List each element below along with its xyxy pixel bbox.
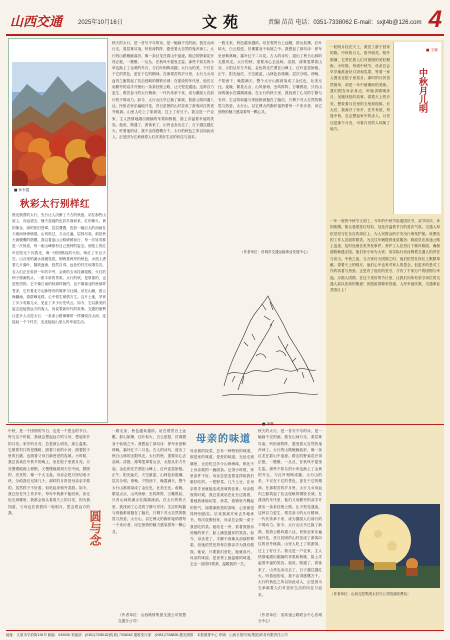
article6-title: 母亲的味道 xyxy=(196,434,251,445)
article6-continued: 秋天的太行，是一首写不尽的诗，是一幅画不完的画。我在山间行走，看层林尽染，听松涛阵阵，感受着大自然的鬼斧神工。太行的山路蜿蜒曲折，像一条巨龙在群山中盘旋。路边的野菊花开得正艳，一簇簇，一丛丛，在秋风中摇曳生姿。那些不知名的小草也换上了金黄的外衣，与红叶相映成趣。太行山的美，不仅在于它的景色，更在于它的精神。在那艰苦的岁月里，太行儿女用血肉之躯筑起了抗击侵略的钢铁长城；在建设的年代里，他们又用勤劳的双手开凿出一条条挂壁公路，让天堑变通途。这种自力更生、艰苦奋斗的太行精神，一代代传承下来，成为激励人们前行的不竭动力。如今，太行山区早已换了新颜，旅游公路四通八达，民宿农家乐遍地开花，昔日贫困的山村变成了游客向往的世外桃源。山里人吃上了旅游饭，过上了好日子。我走进一户农家，主人热情地端出刚摘的苹果和核桃，脸上洋溢着幸福的笑容。他说，路通了，游客来了，山货也卖出去了，日子越过越红火。听着他的话，我不由得感慨万千。太行的秋色之所以如此动人，正是因为它承载着人们对美好生活的向往与追求。 xyxy=(258,429,322,597)
page-number: 4 xyxy=(428,6,442,33)
article1-byline: ■ 孙东霞 xyxy=(14,188,30,192)
poem-author: ■ 王晓 xyxy=(426,48,438,52)
article5-body: 中秋，是一个团圆的节日，也是一个思念的节日。每当这个时候，我就会想起远方的父母，想起家乡的月亮。家乡的月亮，总是那么明亮，那么温柔。它照着村口的老槐树，照着门前的小河，照着院子里的石磨，也照着父母日渐苍老的容颜。小时候，我总喜欢在中秋节的晚上，坐在院子里看月亮。月亮慢慢地爬上树梢，又慢慢地爬到天空中间，圆圆的、亮亮的，像一个大玉盘。母亲会把月饼切成小块，分给我们兄妹几个。那时的月饼是母亲亲手做的，虽然样子不好看，但吃起来格外香甜。如今，我已经在外工作多年，每年中秋都不能回家。但无论走到哪里，我都会抬头看看天上的月亮，因为我知道，父母也在看着同一轮明月，思念着远方的我。 xyxy=(8,429,90,515)
section-title: 文苑 xyxy=(202,13,245,31)
article4-caption: （作者单位：山西交控集团太旧分公司阳曲收费站） xyxy=(330,592,411,596)
bottom-left-title: 圆与念 xyxy=(88,510,102,546)
issue-date: 2025年10月16日 xyxy=(78,20,123,26)
mountain-sketch-illustration xyxy=(218,286,322,406)
article2-body: 秋天的太行，是一首写不尽的诗，是一幅画不完的画。我在山间行走，看层林尽染，听松涛阵阵，感受着大自然的鬼斧神工。太行的山路蜿蜒曲折，像一条巨龙在群山中盘旋。路边的野菊花开得正艳，一簇簇，一丛丛，在秋风中摇曳生姿。那些不知名的小草也换上了金黄的外衣，与红叶相映成趣。太行山的美，不仅在于它的景色，更在于它的精神。在那艰苦的岁月里，太行儿女用血肉之躯筑起了抗击侵略的钢铁长城；在建设的年代里，他们又用勤劳的双手开凿出一条条挂壁公路，让天堑变通途。这种自力更生、艰苦奋斗的太行精神，一代代传承下来，成为激励人们前行的不竭动力。如今，太行山区早已换了新颜，旅游公路四通八达，民宿农家乐遍地开花，昔日贫困的山村变成了游客向往的世外桃源。山里人吃上了旅游饭，过上了好日子。我走进一户农家，主人热情地端出刚摘的苹果和核桃，脸上洋溢着幸福的笑容。他说，路通了，游客来了，山货也卖出去了，日子越过越红火。听着他的话，我不由得感慨万千。太行的秋色之所以如此动人，正是因为它承载着人们对美好生活的向往与追求。 xyxy=(112,41,214,140)
article4-body: 一年一度的中秋节又到了，今年的中秋节恰逢国庆节，双节同庆，举国欢腾。街头巷尾张灯结彩，处处洋溢着节日的喜庆气氛。交通人却依旧坚守在各自的岗位上，为人民群众的平安出行保驾护航。收费站的工作人员面带微笑，为过往车辆提供优质服务；路政员在高速公路上巡查，及时处理各类突发事件；养护工人在烈日下修补路面，确保道路畅通无阻。他们舍小家为大家，用实际行动诠释着交通人的责任与担当。中秋之夜，当万家灯火团圆之时，他们依然在岗位上默默奉献。望着天上的明月，他们心中也有对家人的思念，但更多的是对工作的执着与热爱。正是有了他们的坚守，才有了千家万户的团圆与幸福。月圆人团圆，在这个美好的节日里，让我们向所有坚守岗位的交通人致以崇高的敬意！祝愿祖国繁荣昌盛，人民幸福安康，交通事业蒸蒸日上！ xyxy=(330,219,440,293)
article3-body: 一路走来，秋色越来越浓。站在观景台上远眺，群山如黛，红叶似火，白云悠悠，仿佛置身于仙境之中。我想起了那句诗：停车坐爱枫林晚，霜叶红于二月花。古人的诗句，道出了秋日山林的无限风光。太行的秋，需要用心去品味。清晨，薄雾笼罩着山谷，太阳从东方升起，金色的光芒洒在山峰上，红叶更显娇艳。正午，阳光灿烂，天空湛蓝，山林色彩斑斓，层次分明。傍晚，夕阳西下，晚霞满天，整个太行山都被染成了金红色，壮美无比。夜晚，繁星点点，山风徐徐，虫鸣阵阵，万籁俱寂，只有山间的溪水在潺潺流淌。在太行的秋天里，我找到了心灵的宁静与安详。生活的喧嚣与烦恼都被抛在了脑后，只剩下对大自然的敬畏与热爱。太行山，以它博大的胸怀接纳着每一个来访者，用它独特的魅力感染着每一颗心灵。 xyxy=(218,41,322,115)
mid-autumn-moon-illustration xyxy=(330,504,440,588)
editor-contact: 责编 苗苗 电话：0351-7338062 E-mail：sxjt4b@126.com xyxy=(268,20,422,26)
article2-caption: （作者单位：晋城市交通运输事业发展中心） xyxy=(240,250,310,254)
poem-title: 中秋月儿明 xyxy=(417,68,427,113)
section-divider xyxy=(6,424,444,425)
poem-body: 一轮明月挂在天上，照亮了游子回家的路。中秋的月儿，格外明亮，格外圆满，它寄托着人们对团圆的美好期盼。小时候，每到中秋节，母亲总会早早地准备好月饼和瓜果，等着一家人围坐在院子里赏月。那时的月饼虽然简单，却是一年中最期盼的美味。我们围在母亲身边，听她讲嫦娥奔月、吴刚伐桂的故事，看着天上的月亮，想象着月宫里的玉兔和桂树。长大后，我离开了家乡，在外奔波，每逢中秋，总会想起家中的亲人。月亮还是那个月亮，可看月亮的人却换了地方。 xyxy=(330,45,390,131)
autumn-mountain-photo xyxy=(12,62,106,186)
article1-title: 秋彩太行别样红 xyxy=(20,199,91,210)
article1-body: 晨光微熹的太行，先行让人沉醉了千古的秋意。站在那些山崖上，向远望去，铺天盖地的色彩扑面而来，红的像火，黄的像金，绿的依旧苍翠，层层叠叠，犹如一幅巨大的油画在天地间徐徐铺展。山风吹过，万山红遍，层林尽染，那是秋天最慷慨的馈赠。我沿着盘山公路缓缓前行，每一次转弯都是一次惊喜，每一座山峰都有自己独特的姿态。崖壁上的红叶在阳光下闪着光，像一团团燃烧的火焰，映红了半边天空。山谷里的溪水清澈见底，倒映着两岸的秋色，水面上漂着几片落叶，随波逐流，悠然自得。远处的村庄炊烟袅袅，农人们正在收获一年的辛劳，金黄的玉米挂满屋檐，火红的柿子缀满枝头，一派丰收的景象。太行的秋，是厚重的，也是热烈的。它不像江南的秋那样婉约，也不像塞北的秋那样苍凉，它有着北方山脉特有的雄浑与壮阔。站在山巅，看云海翻涌，看群峰连绵，心中顿生豪情万丈。这片土地，孕育了多少英雄儿女，见证了多少历史风云。如今，它以最美的姿态迎接着远方的客人，诉说着新时代的故事。交通的便利让更多人走进太行，一条条公路像飘带一样缠绕在山间，连接起一个个村庄，也连接起山里人的幸福生活。 xyxy=(12,213,106,325)
article6-body: 母亲做的饭菜，总有一种特别的味道，那是家的味道，是爱的味道。无论走到哪里，无论吃过多少山珍海味，都比不上母亲做的一碗面条。记得小时候，家里条件不好，母亲总是变着花样给我们做好吃的。一把野菜，几个土豆，在母亲的手里就能变成美味的佳肴。母亲做饭的时候，我总喜欢站在灶台边看着，看她熟练地切菜、炒菜，看锅里升腾起的热气，闻着那熟悉的香味，心里就觉得特别踏实。后来我离开家去外地读书，每次放假回家，母亲总会做一桌子我爱吃的菜。她站在一旁，看着我狼吞虎咽的样子，脸上满是慈祥的笑容。如今，母亲老了，手脚不再像从前那样利索，但她依然坚持每次都亲手为我们做饭。她说，只要我们爱吃，她就高兴。母亲的味道，是世界上最温暖的味道，它会一直陪伴着我，温暖我的一生。 xyxy=(190,449,254,567)
newspaper-logo: 山西交通 xyxy=(10,15,63,30)
article6-byline: ■ 李琳 xyxy=(262,422,274,426)
footer-info: 地址：太原市学府街126号 邮编：030006 采编部：(0351)7338182(传真) 7338062 通联发行部：(0351)7338835 激光照排：本报照排中心 印刷：山西日报印务(集团)印务有限责任公司 xyxy=(6,630,444,638)
article5-caption: （作者单位：山西路桥集团交建公司智慧交通分公司） xyxy=(118,613,186,624)
article6-caption: （作者单位：省高速公路联合中心晋城分中心） xyxy=(258,613,322,624)
masthead xyxy=(6,6,444,36)
article5-continued: 一路走来，秋色越来越浓。站在观景台上远眺，群山如黛，红叶似火，白云悠悠，仿佛置身于仙境之中。我想起了那句诗：停车坐爱枫林晚，霜叶红于二月花。古人的诗句，道出了秋日山林的无限风光。太行的秋，需要用心去品味。清晨，薄雾笼罩着山谷，太阳从东方升起，金色的光芒洒在山峰上，红叶更显娇艳。正午，阳光灿烂，天空湛蓝，山林色彩斑斓，层次分明。傍晚，夕阳西下，晚霞满天，整个太行山都被染成了金红色，壮美无比。夜晚，繁星点点，山风徐徐，虫鸣阵阵，万籁俱寂，只有山间的溪水在潺潺流淌。在太行的秋天里，我找到了心灵的宁静与安详。生活的喧嚣与烦恼都被抛在了脑后，只剩下对大自然的敬畏与热爱。太行山，以它博大的胸怀接纳着每一个来访者，用它独特的魅力感染着每一颗心灵。 xyxy=(112,429,186,534)
